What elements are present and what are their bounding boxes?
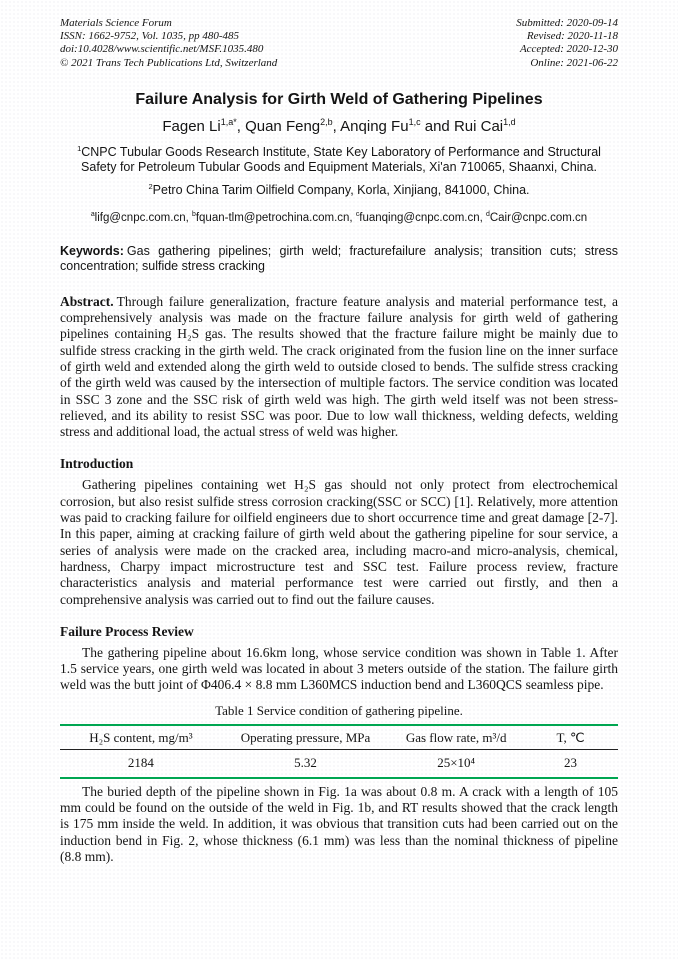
journal-issn-volume: ISSN: 1662-9752, Vol. 1035, pp 480-485 [60, 30, 240, 43]
introduction-paragraph: Gathering pipelines containing wet H₂S gas should not only protect from electrochemical corrosion, but also resist sulfide stress corrosion cracking(SSC or SCC) [1]. Relatively, more attention was paid to cracking failure for oilfield engineers due to short occurrence time and great damage [2-7]. In this paper, aiming at cracking failure of girth weld about the gathering pipeline for sour service, a series of analysis were made on the cracked area, including macro-and micro-analysis, chemical, hardness, Charpy impact microstructure test and SSC test. Failure process review, fracture characteristics analysis and material performance test were carried out firstly, and then a comprehensive analysis was carried out to find out the failure causes. [60, 477, 618, 607]
author: Rui Cai$^{1,d}$ [453, 116, 516, 135]
section-heading-introduction: Introduction [60, 456, 134, 472]
author: Anqing Fu$^{1,c}$ and [340, 116, 454, 135]
keywords-label: Keywords: [60, 243, 124, 258]
author-email: $^b$fquan-tlm@petrochina.com.cn, [192, 210, 356, 224]
abstract-label: Abstract. [60, 293, 114, 309]
buried-depth-paragraph: The buried depth of the pipeline shown in Fig. 1a was about 0.8 m. A crack with a length of 105 mm could be found on the outside of the weld in Fig. 1b, and RT results showed that the crack length is 175 mm inside the weld. In addition, it was obvious that transition cuts had been carried out on the induction bend in Fig. 2, whose thickness (6.1 mm) was less than the nominal thickness of pipeline (8.8 mm). [60, 783, 618, 864]
affiliation-marker: 1 [77, 143, 82, 153]
table-cell-gas-flow-rate: 25×10⁴ [437, 754, 476, 770]
email-marker: d [486, 210, 490, 218]
table-header-row [60, 725, 618, 750]
journal-header [60, 17, 618, 70]
author-email: $^d$Cair@cnpc.com.cn [486, 210, 588, 224]
revised-date: Revised: 2020-11-18 [526, 30, 618, 43]
table-cell-operating-pressure: 5.32 [294, 754, 317, 770]
author-marker: 1,d [503, 116, 516, 127]
author-marker: 1,c [408, 116, 421, 127]
online-date: Online: 2021-06-22 [530, 56, 618, 69]
email-marker: c [355, 210, 360, 218]
section-heading-failure-process-review: Failure Process Review [60, 623, 194, 639]
journal-doi: doi:10.4028/www.scientific.net/MSF.1035.480 [60, 43, 264, 56]
table-cell-h2s-content: 2184 [127, 754, 154, 770]
table-cell-temperature: 23 [564, 754, 578, 770]
abstract-text: Through failure generalization, fracture feature analysis and material performance test, a comprehensively analysis was made on the fracture failure analysis for girth weld of gathering pipelines containing H₂S gas. The results showed that the fracture failure might be mainly due to sulfide stress cracking in the girth weld. The crack originated from the fusion line on the inner surface of girth weld and extended along the girth weld to outside closed to bends. The sulfide stress cracking of the girth weld was caused by the intersection of multiple factors. The service condition was located in SSC 3 zone and the SSC risk of girth weld was high. The girth weld itself was not been stress-relieved, and its ability to resist SSC was poor. Due to low wall thickness, welding defects, welding stress and additional load, the actual stress of weld was higher. [60, 293, 618, 440]
table-header-temperature: T, ℃ [523, 725, 618, 750]
abstract-block [60, 294, 618, 441]
email-marker: b [192, 210, 196, 218]
author: Fagen $Li^{1,a*}$, [162, 116, 246, 135]
author: Quan Feng$^{2,b}$, [245, 116, 341, 135]
affiliation-2: $^2$Petro China Tarim Oilfield Company, Korla, Xinjiang, 841000, China. [148, 181, 530, 197]
author-marker: 2,b [320, 116, 333, 127]
table-row [60, 749, 618, 778]
authors-line [60, 117, 618, 136]
table-header-h2s-content: H₂S content, mg/m³ [60, 725, 222, 750]
submission-dates [516, 17, 618, 70]
author-marker: 1,a* [220, 116, 237, 127]
submitted-date: Submitted: 2020-09-14 [516, 17, 618, 29]
email-line [60, 211, 618, 225]
journal-name: Materials Science Forum [60, 17, 172, 29]
table-header-gas-flow-rate: Gas flow rate, m³/d [389, 725, 523, 750]
author-email: $^c$fuanqing@cnpc.com.cn, [355, 210, 487, 224]
journal-meta [60, 17, 277, 70]
paper-title: Failure Analysis for Girth Weld of Gathering Pipelines [135, 90, 543, 108]
affiliation-marker: 2 [148, 181, 153, 191]
keywords-block [60, 244, 618, 275]
affiliation-1: $^1$CNPC Tubular Goods Research Institute, State Key Laboratory of Performance and Structural Safety for Petroleum Tubular Goods and Equipment Materials, Xi'an 710065, Shaanxi, China. [77, 143, 601, 175]
table-header-operating-pressure: Operating pressure, MPa [222, 725, 389, 750]
keywords-text: Gas gathering pipelines; girth weld; fracturefailure analysis; transition cuts; stress concentration; sulfide stress cracking [60, 243, 618, 274]
author-email: $^a$lifg@cnpc.com.cn, [90, 210, 192, 224]
failure-process-paragraph: The gathering pipeline about 16.6km long, whose service condition was shown in Table 1. After 1.5 service years, one girth weld was located in about 3 meters outside of the station. The failure girth weld was the butt joint of Φ406.4 × 8.8 mm L360MCS induction bend and L360QCS seamless pipe. [60, 644, 618, 693]
email-marker: a [90, 210, 95, 218]
service-condition-table [60, 724, 618, 779]
table-caption: Table 1 Service condition of gathering pipeline. [215, 702, 463, 718]
accepted-date: Accepted: 2020-12-30 [519, 43, 618, 56]
journal-copyright: © 2021 Trans Tech Publications Ltd, Switzerland [60, 56, 278, 69]
